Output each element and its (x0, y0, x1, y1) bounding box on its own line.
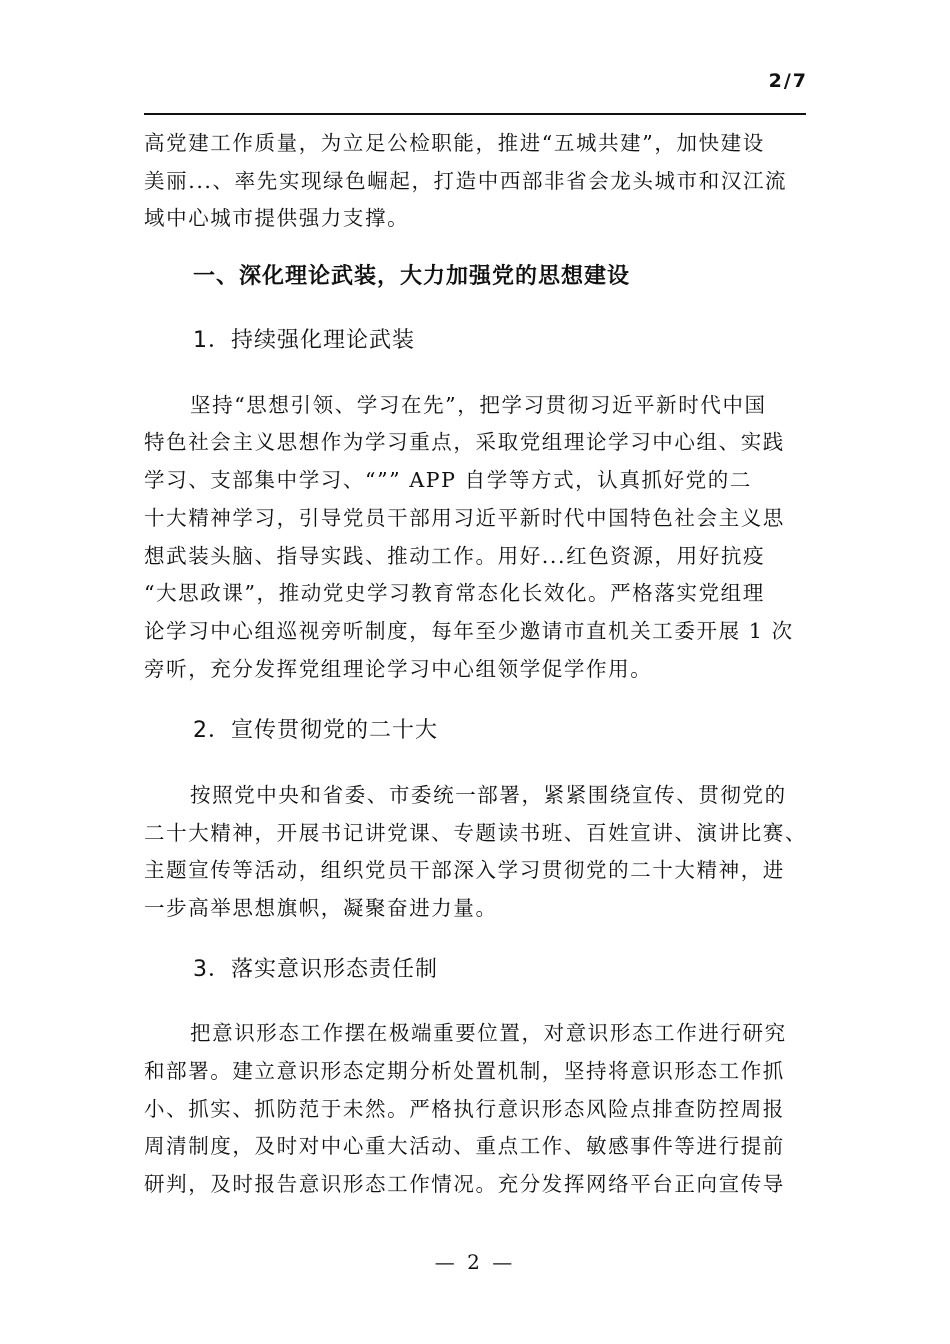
paragraph-line: 域中心城市提供强力支撑。 (144, 206, 410, 230)
paragraph-line: 周清制度，及时对中心重大活动、重点工作、敏感事件等进行提前 (144, 1134, 785, 1158)
paragraph-line: 学习、支部集中学习、“”” APP 自学等方式，认真抓好党的二 (144, 468, 752, 492)
paragraph-line: 按照党中央和省委、市委统一部署，紧紧围绕宣传、贯彻党的 (190, 783, 787, 807)
paragraph-line: 主题宣传等活动，组织党员干部深入学习贯彻党的二十大精神，进 (144, 858, 785, 882)
paragraph-line: 坚持“思想引领、学习在先”，把学习贯彻习近平新时代中国 (190, 393, 767, 417)
header-rule (144, 113, 806, 115)
paragraph-line: 把意识形态工作摆在极端重要位置，对意识形态工作进行研究 (190, 1021, 787, 1045)
paragraph-line: 旁听，充分发挥党组理论学习中心组领学促学作用。 (144, 657, 653, 681)
subsection-heading-3: 3．落实意识形态责任制 (193, 957, 438, 982)
paragraph-line: 一步高举思想旗帜，凝聚奋进力量。 (144, 896, 498, 920)
subsection-heading-2: 2．宣传贯彻党的二十大 (193, 718, 438, 743)
paragraph-line: 美丽...、率先实现绿色崛起，打造中西部非省会龙头城市和汉江流 (144, 169, 788, 193)
paragraph-line: 十大精神学习，引导党员干部用习近平新时代中国特色社会主义思 (144, 506, 785, 530)
paragraph-line: 特色社会主义思想作为学习重点，采取党组理论学习中心组、实践 (144, 430, 785, 454)
paragraph-line: “大思政课”，推动党史学习教育常态化长效化。严格落实党组理 (144, 581, 765, 605)
paragraph-line: 小、抓实、抓防范于未然。严格执行意识形态风险点排查防控周报 (144, 1097, 785, 1121)
paragraph-line: 二十大精神，开展书记讲党课、专题读书班、百姓宣讲、演讲比赛、 (144, 821, 807, 845)
page-counter: 2/7 (768, 70, 808, 92)
subsection-heading-1: 1．持续强化理论武装 (193, 328, 415, 353)
paragraph-line: 高党建工作质量，为立足公检职能，推进“五城共建”，加快建设 (144, 131, 765, 155)
section-heading: 一、深化理论武装，大力加强党的思想建设 (193, 264, 631, 289)
paragraph-line: 论学习中心组巡视旁听制度，每年至少邀请市直机关工委开展 1 次 (144, 619, 794, 643)
page-number: — 2 — (434, 1250, 516, 1274)
paragraph-line: 想武装头脑、指导实践、推动工作。用好...红色资源，用好抗疫 (144, 544, 766, 568)
paragraph-line: 研判，及时报告意识形态工作情况。充分发挥网络平台正向宣传导 (144, 1172, 785, 1196)
paragraph-line: 和部署。建立意识形态定期分析处置机制，坚持将意识形态工作抓 (144, 1059, 785, 1083)
